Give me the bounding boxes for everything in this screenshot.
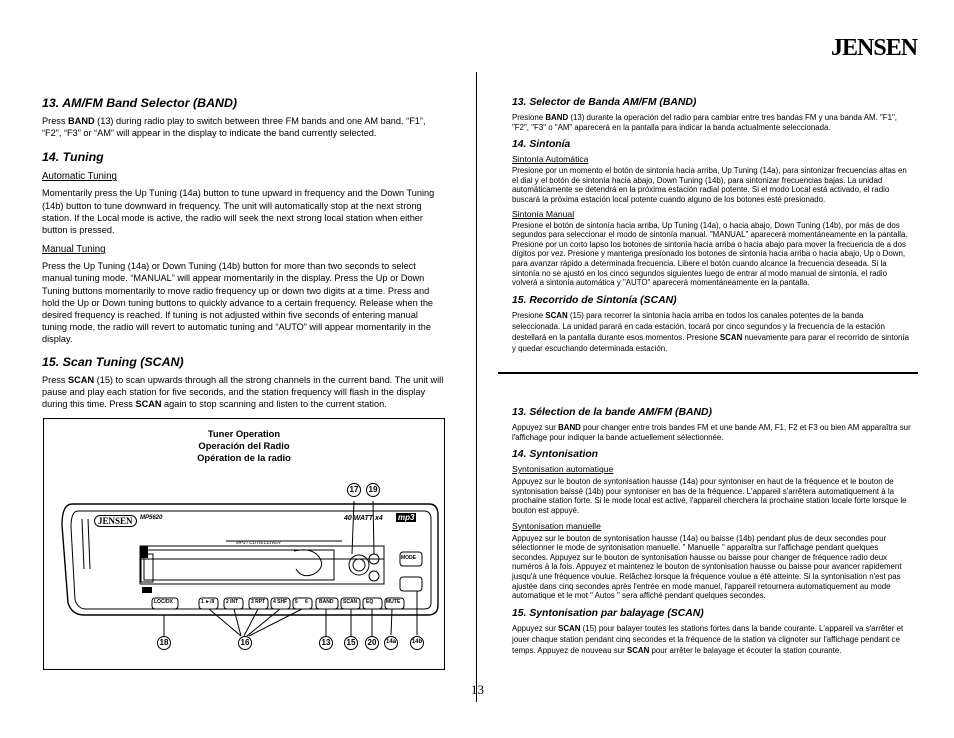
fr-band-title: 13. Sélection de la bande AM/FM (BAND): [512, 407, 712, 418]
fr-manual-tuning-label: Syntonisation manuelle: [512, 520, 601, 531]
es-scan-text: Presione SCAN (15) para recorrer la sintonía hacia arriba en todos los canales potentes de la banda seleccionada. La unidad parará en cada estación, tocará por cinco segundos y la frecuencia de la estación destellará en la pantalla durante esos momentos. Presione SCAN nuevamente para parar el recorrido de sintonía y quedar escuchando determinada estación.: [512, 310, 909, 353]
es-auto-tuning-text: Presione por un momento el botón de sintonía hacia arriba, Up Tuning (14a), para sintonizar frecuencias altas en el dial y el botón de sintonía hacia abajo, Down Tuning (14b), para sintonizar frecuencias bajas. La unidad automáticamente se detendrá en la próxima estación radial potente. Si el modo Local está activado, el radio buscará la próxima estación local potente cuando alguno de los botones esté presionado.: [512, 166, 907, 204]
faceplate-brand: JENSEN: [94, 515, 137, 527]
fr-auto-tuning-text: Appuyez sur le bouton de syntonisation hausse (14a) pour syntoniser en haut de la fréquence et le bouton de syntonisation baissé (14b) pour syntoniser en bas de la fréquence. L'appareil s'arrêtera automatiquement à la prochaine station forte. Si le mode local est activé, l'appareil cherchera la prochaine station locale forte lorsque le bouton est appuyé.: [512, 477, 907, 515]
en-band-title: 13. AM/FM Band Selector (BAND): [42, 96, 238, 110]
es-band-title: 13. Selector de Banda AM/FM (BAND): [512, 97, 697, 108]
callout-17: 17: [349, 485, 359, 494]
es-auto-tuning-label: Sintonía Automática: [512, 154, 589, 165]
es-manual-tuning-text: Presione el botón de sintonía hacia arriba, Up Tuning (14a), o hacia abajo, Down Tuning (14b), por más de dos segundos para seleccionar el modo de sintonía manual. "MANUAL" aparecerá momentáneamente en la pantalla. Presione por un corto lapso los botones de sintonía hacia arriba o hacia abajo para mover la frecuencia de a dos dígitos por vez. Presione y mantenga presionado los botones de sintonía hacia arriba o hacia abajo, Up o Down, para avanzar rápido a determinada frecuencia. Libere el botón cuando alcance la frecuencia deseada. Si la sintonía no se ajustó en los cinco segundos siguientes luego de entrar al modo manual de sintonía, el radio volverá a sintonía automática y "AUTO" aparecerá momentáneamente en la pantalla.: [512, 220, 908, 288]
figure-caption-fr: Opération de la radio: [197, 452, 291, 463]
preset-1-button[interactable]: 1 ►/II: [201, 599, 215, 605]
faceplate-receiver-label: MP3 / CD RECEIVER: [236, 540, 281, 545]
english-column: [42, 96, 445, 410]
figure-caption-es: Operación del Radio: [198, 440, 290, 451]
callout-15: 15: [346, 638, 356, 647]
callout-19: 19: [368, 485, 378, 494]
fr-tuning-title: 14. Syntonisation: [512, 449, 599, 461]
callout-16: 16: [240, 638, 250, 647]
fr-band-text: Appuyez sur BAND pour changer entre trois bandes FM et une bande AM, F1, F2 et F3 ou bien AM apparaîtra sur l'affichage pour indiquer la bande actuellement sélectionnée.: [512, 423, 911, 442]
es-scan-title: 15. Recorrido de Sintonía (SCAN): [512, 294, 677, 306]
en-manual-tuning-text: Press the Up Tuning (14a) or Down Tuning (14b) button for more than two seconds to select manual tuning mode. “MANUAL” will appear momentarily in the display. Press the Up or Down Tuning buttons momentarily to move radio frequency up or down two digits at a time. Press and hold the Up or Down tuning buttons to quickly advance to a certain frequency. Release when the desired frequency is reached. If tuning is not adjusted within five seconds of entering manual tuning mode, the radio will revert to automatic tuning and “AUTO” will appear momentarily in the display.: [42, 261, 434, 345]
en-band-text: Press BAND (13) during radio play to switch between three FM bands and one AM band. “F1”, “F2”, “F3” or “AM” will appear in the display to indicate the band currently selected.: [42, 116, 426, 139]
callout-20: 20: [367, 638, 377, 647]
page-number: 13: [471, 682, 484, 697]
faceplate-power: 40 WATT x4: [344, 515, 383, 522]
en-tuning-title: 14. Tuning: [42, 150, 104, 165]
fr-scan-title: 15. Syntonisation par balayage (SCAN): [512, 607, 704, 619]
eq-button[interactable]: EQ: [366, 599, 374, 605]
fr-auto-tuning-label: Syntonisation automatique: [512, 464, 614, 475]
loc-dx-button[interactable]: LOC/DX: [154, 599, 173, 605]
en-auto-tuning-label: Automatic Tuning: [42, 171, 117, 183]
en-scan-title: 15. Scan Tuning (SCAN): [42, 354, 184, 369]
mp3-badge: mp3: [398, 513, 415, 522]
callout-13: 13: [321, 638, 331, 647]
es-manual-tuning-label: Sintonía Manual: [512, 208, 575, 219]
callout-18: 18: [159, 638, 169, 647]
es-tuning-title: 14. Sintonía: [512, 139, 571, 151]
language-divider: [498, 372, 918, 374]
scan-button[interactable]: SCAN: [343, 599, 358, 605]
es-band-text: Presione BAND (13) durante la operación del radio para cambiar entre tres bandas FM y una banda AM. "F1", "F2", "F3" o "AM" aparecerá en la pantalla para indicar la banda actualmente seleccionada.: [512, 113, 898, 132]
preset-4-button[interactable]: 4 SHF: [273, 599, 288, 605]
figure-caption-en: Tuner Operation: [207, 428, 281, 439]
callout-14b: 14b: [411, 639, 423, 645]
preset-5-button[interactable]: 5: [295, 599, 298, 605]
spanish-column: [512, 96, 912, 354]
en-manual-tuning-label: Manual Tuning: [42, 244, 106, 256]
mode-button[interactable]: MODE: [401, 555, 416, 561]
mute-button[interactable]: MUTE: [386, 599, 401, 605]
preset-6-button[interactable]: 6: [305, 599, 308, 605]
en-scan-text: Press SCAN (15) to scan upwards through all the strong channels in the current band. The unit will pause and play each station for five seconds, and the station frequency will flash in the display during this time. Press SCAN again to stop scanning and listen to the current station.: [42, 374, 444, 410]
fr-scan-text: Appuyez sur SCAN (15) pour balayer toutes les stations fortes dans la bande courante. L'appareil va s'arrêter et jouer chaque station pendant cinq secondes et la fréquence de la station va clignoter sur l'affichage pendant ce temps. Appuyez de nouveau sur SCAN pour arrêter le balayage et écouter la station courante.: [512, 623, 904, 656]
tuner-operation-figure: [43, 418, 445, 670]
preset-3-button[interactable]: 3 RPT: [251, 599, 266, 605]
callout-14a: 14a: [385, 639, 396, 645]
brand-logo: JENSEN: [831, 35, 918, 61]
en-auto-tuning-text: Momentarily press the Up Tuning (14a) button to tune upward in frequency and the Down Tuning (14b) button to tune downward in frequency. The unit will automatically stop at the next strong station. If the Local mode is active, the radio will seek the next strong local station when either button is pressed.: [42, 188, 435, 236]
french-column: [512, 406, 912, 656]
faceplate-model: MP5620: [140, 515, 163, 521]
preset-2-button[interactable]: 2 INT: [226, 599, 239, 605]
band-button[interactable]: BAND: [319, 599, 334, 605]
column-divider: [476, 72, 477, 702]
fr-manual-tuning-text: Appuyez sur le bouton de syntonisation hausse (14a) ou baisse (14b) pendant plus de deux secondes pour sélectionner le mode de syntonisation manuelle. " Manuelle " apparaîtra sur l'affichage pendant quelques secondes. Appuyez sur le bouton de syntonisation hausse ou baisse pour changer de fréquence radio deux numéros à la fois. Appuyez et maintenez le bouton de syntonisation hausse ou baisse pour avancer rapidement jusqu'à une fréquence voulue. Relâchez lorsque la fréquence voulue a été atteinte. Si la syntonisation n'est pas ajustée dans cinq secondes après l'entrée en mode manuel, l'appareil retournera automatiquement au mode automatique et le mot " Autos " sera affiché pendant quelques secondes.: [512, 533, 902, 601]
